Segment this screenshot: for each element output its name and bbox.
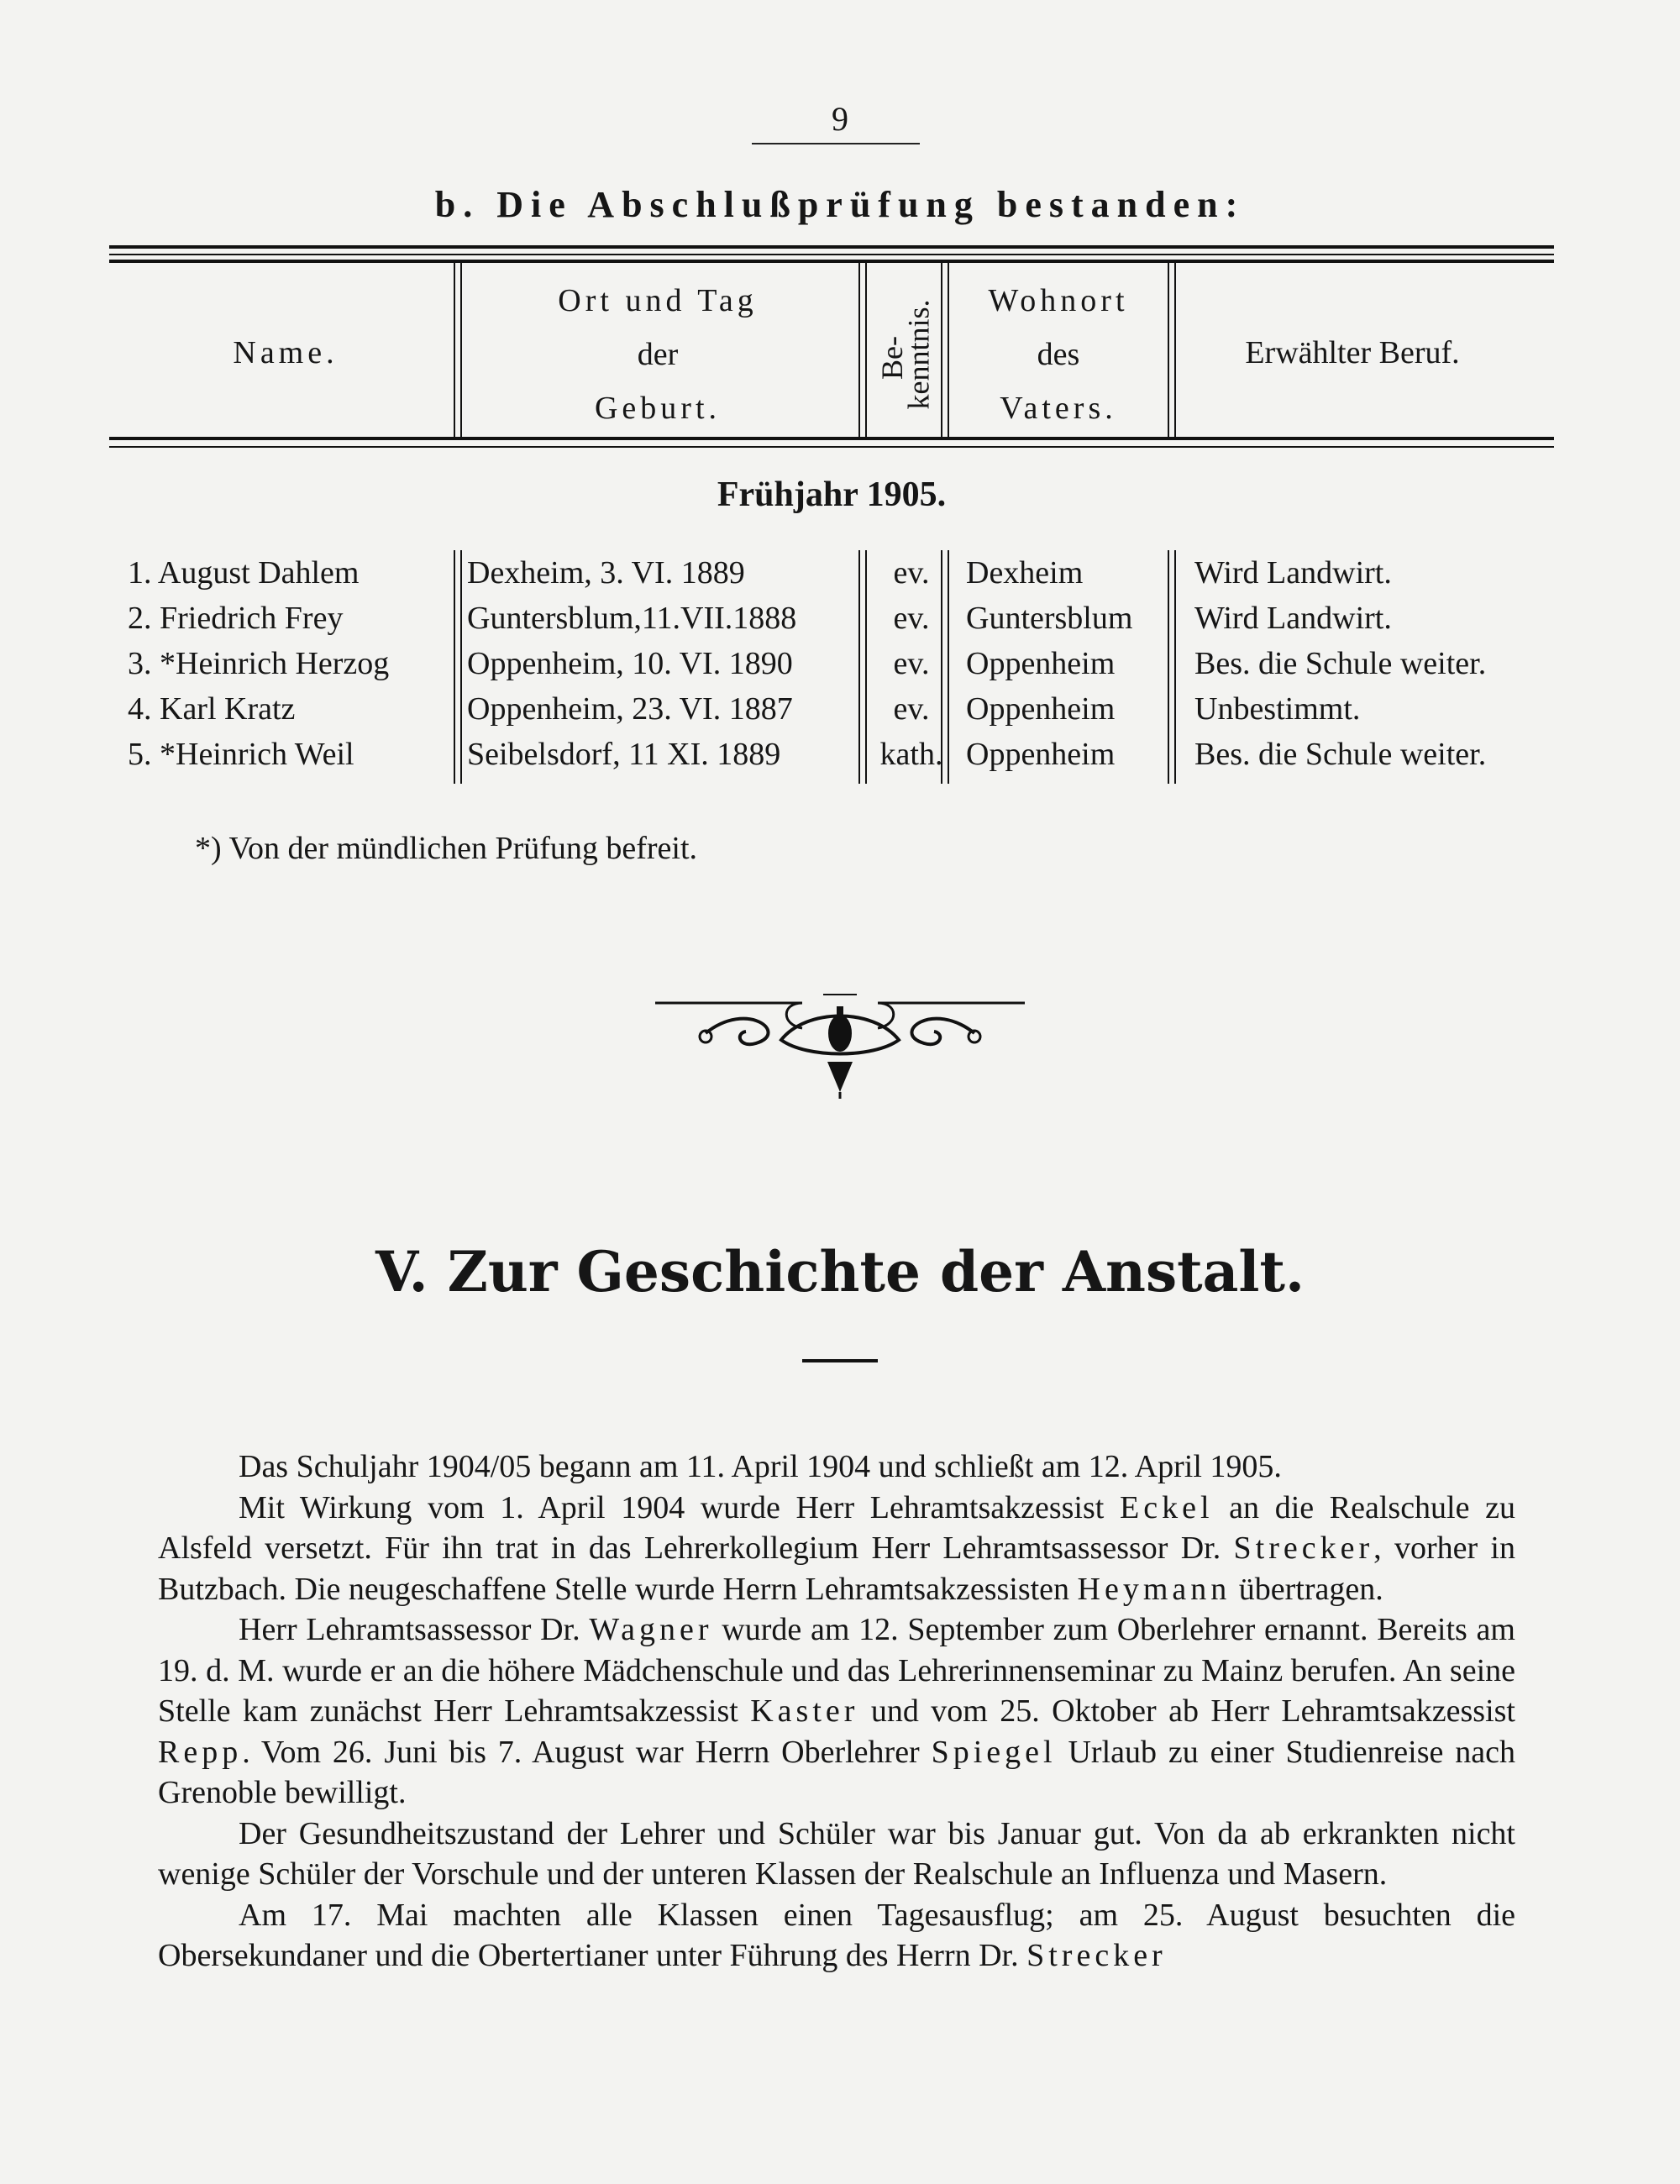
p5-text-a: Am 17. Mai machten alle Klassen einen Tagesausflug; am 25. August besuchten die Obersekundaner und die Obertertianer unter Führung des Herrn Dr. <box>158 1897 1515 1973</box>
person-name: Spiegel <box>931 1734 1057 1770</box>
paragraph-1: Das Schuljahr 1904/05 begann am 11. April 1904 und schließt am 12. April 1905. <box>239 1449 1282 1484</box>
table-row <box>0 600 1680 645</box>
person-name: Repp <box>158 1734 243 1770</box>
header-ort-line2: der <box>637 337 679 372</box>
cell-name: 1. August Dahlem <box>128 555 360 591</box>
header-bekenntnis <box>865 281 949 424</box>
cell-ort: Guntersblum,11.VII.1888 <box>467 601 797 636</box>
page-number: 9 <box>832 100 848 138</box>
table-row <box>0 690 1680 736</box>
paragraph-5 <box>158 1895 1515 1977</box>
table-top-rule-thin <box>109 254 1554 255</box>
cell-ort: Dexheim, 3. VI. 1889 <box>467 555 745 591</box>
chapter-heading: V. Zur Geschichte der Anstalt. <box>375 1239 1305 1305</box>
header-wohn-line1: Wohnort <box>988 283 1129 318</box>
cell-wohnort: Dexheim <box>966 555 1084 591</box>
cell-beruf: Unbestimmt. <box>1194 691 1361 727</box>
cell-ort: Oppenheim, 23. VI. 1887 <box>467 691 793 727</box>
table-top-rule-lower <box>109 260 1554 263</box>
p3-text-c: und vom 25. Oktober ab Herr Lehramtsakzessist <box>858 1693 1515 1729</box>
person-name: Strecker <box>1026 1938 1167 1973</box>
cell-wohnort: Oppenheim <box>966 691 1116 727</box>
p3-text-d: . Vom 26. Juni bis 7. August war Herrn Oberlehrer <box>242 1734 932 1770</box>
cell-beruf: Wird Landwirt. <box>1194 555 1392 591</box>
cell-ort: Seibelsdorf, 11 XI. 1889 <box>467 737 781 772</box>
table-header-rule-thin <box>109 446 1554 448</box>
cell-beruf: Wird Landwirt. <box>1194 601 1392 636</box>
table-row <box>0 554 1680 600</box>
table-row <box>0 645 1680 690</box>
cell-name: 3. *Heinrich Herzog <box>128 646 390 681</box>
cell-name: 4. Karl Kratz <box>128 691 296 727</box>
cell-bekenntnis: ev. <box>893 601 930 636</box>
body-text <box>158 1446 1515 1977</box>
table-header-rule <box>109 437 1554 440</box>
cell-bekenntnis: kath. <box>879 737 943 772</box>
p2-text-c: , vorher in Butzbach. Die neugeschaffene Stelle wurde Herrn Lehramtsakzessisten <box>158 1530 1515 1607</box>
p3-text-b: wurde am 12. September zum Oberlehrer ernannt. Bereits am 19. d. M. wurde er an die höhere Mädchenschule und das Lehrerinnenseminar zu Mainz berufen. An seine Stelle kam zunächst Herr Lehramtsakzessist <box>158 1612 1515 1729</box>
person-name: Strecker <box>1233 1530 1374 1566</box>
p3-text-e: Urlaub zu einer Studienreise nach Grenoble bewilligt. <box>158 1734 1515 1810</box>
cell-bekenntnis: ev. <box>893 555 930 591</box>
table-top-rule <box>109 245 1554 249</box>
header-separator <box>858 262 860 437</box>
ornament-divider-icon <box>655 991 1025 1100</box>
cell-beruf: Bes. die Schule weiter. <box>1194 737 1487 772</box>
header-bek-line2: kenntnis. <box>901 299 936 410</box>
header-wohnort <box>958 274 1159 435</box>
header-ort-line1: Ort und Tag <box>558 283 758 318</box>
cell-name: 5. *Heinrich Weil <box>128 737 354 772</box>
cell-ort: Oppenheim, 10. VI. 1890 <box>467 646 793 681</box>
person-name: Wagner <box>589 1612 713 1647</box>
p2-text-a: Mit Wirkung vom 1. April 1904 wurde Herr Lehramtsakzessist <box>239 1489 1120 1525</box>
cell-bekenntnis: ev. <box>893 646 930 681</box>
cell-wohnort: Guntersblum <box>966 601 1133 636</box>
header-wohn-line3: Vaters. <box>1000 391 1117 426</box>
section-title: b. Die Abschlußprüfung bestanden: <box>434 184 1246 225</box>
header-ort-line3: Geburt. <box>594 391 722 426</box>
header-separator <box>454 262 455 437</box>
paragraph-4: Der Gesundheitszustand der Lehrer und Schüler war bis Januar gut. Von da ab erkrankten nicht wenige Schüler der Vorschule und der unteren Klassen der Realschule an Influenza und Masern. <box>158 1815 1515 1892</box>
header-beruf: Erwählter Beruf. <box>1245 335 1460 370</box>
header-separator <box>1168 262 1169 437</box>
person-name: Heymann <box>1077 1571 1231 1607</box>
person-name: Eckel <box>1120 1489 1214 1525</box>
period-heading: Frühjahr 1905. <box>717 475 947 514</box>
p3-text-a: Herr Lehramtsassessor Dr. <box>239 1612 590 1647</box>
p2-text-d: übertragen. <box>1231 1571 1383 1607</box>
header-bek-line1: Be- <box>874 336 909 380</box>
paragraph-2 <box>158 1488 1515 1610</box>
cell-name: 2. Friedrich Frey <box>128 601 344 636</box>
p2-text-b: an die Realschule zu Alsfeld versetzt. Für ihn trat in das Lehrerkollegium Herr Lehramtsassessor Dr. <box>158 1489 1516 1566</box>
table-footnote: *) Von der mündlichen Prüfung befreit. <box>195 831 698 866</box>
cell-bekenntnis: ev. <box>893 691 930 727</box>
cell-beruf: Bes. die Schule weiter. <box>1194 646 1487 681</box>
cell-wohnort: Oppenheim <box>966 646 1116 681</box>
header-wohn-line2: des <box>1037 337 1080 372</box>
table-row <box>0 736 1680 781</box>
page-number-rule <box>752 143 920 144</box>
paragraph-3 <box>158 1609 1515 1814</box>
cell-wohnort: Oppenheim <box>966 737 1116 772</box>
heading-rule <box>802 1359 878 1362</box>
person-name: Kaster <box>750 1693 859 1729</box>
header-name: Name. <box>233 335 339 370</box>
header-ort <box>460 274 855 435</box>
